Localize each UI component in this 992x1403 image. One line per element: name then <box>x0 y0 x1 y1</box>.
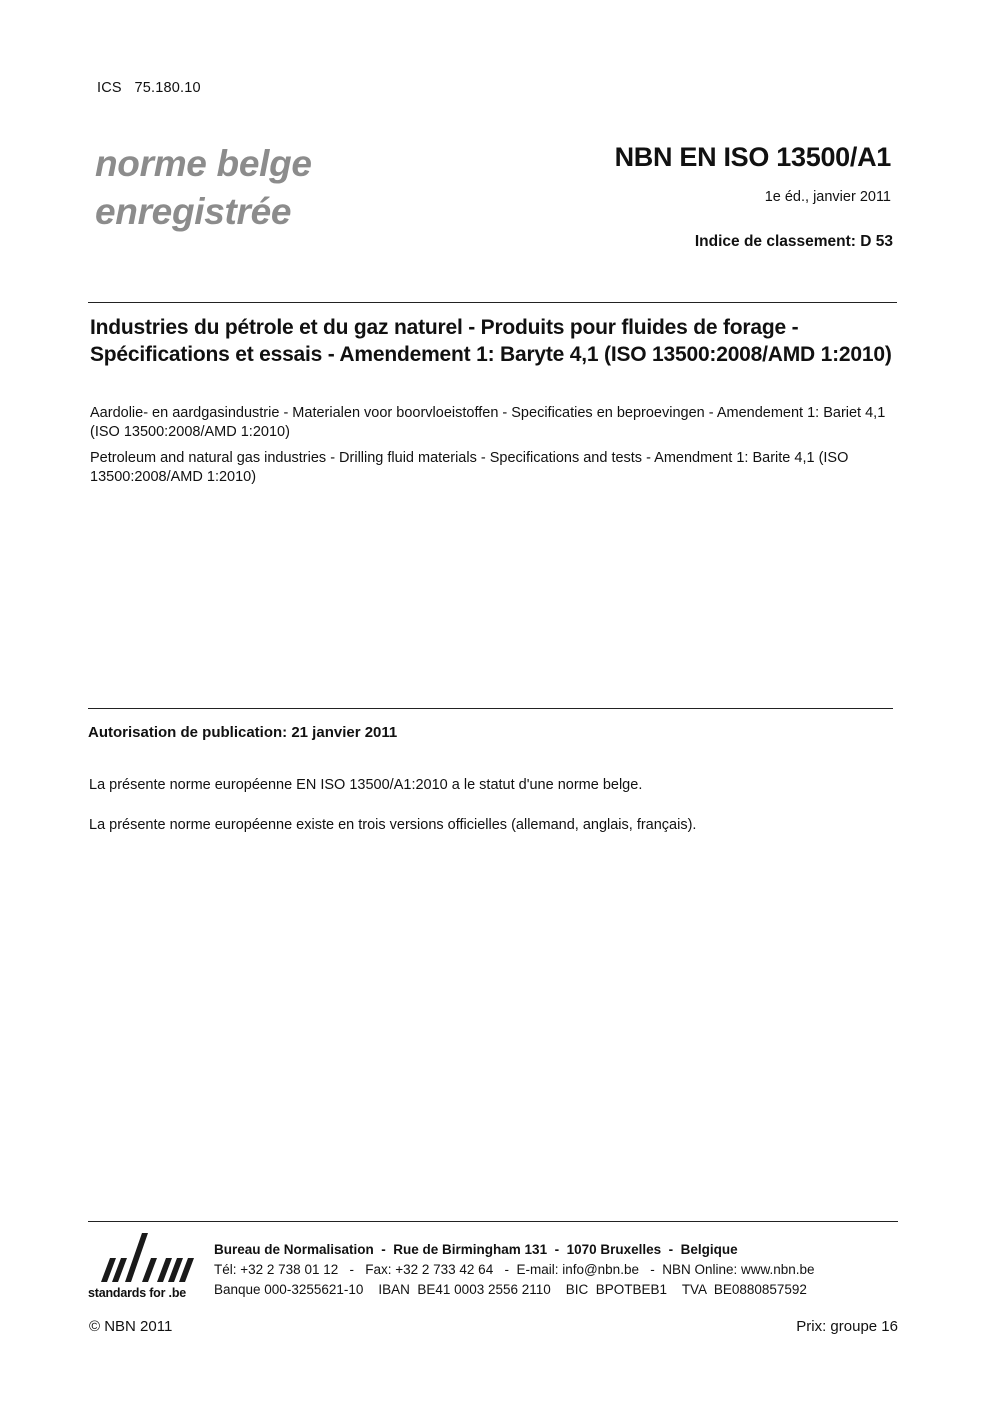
divider-footer <box>88 1221 898 1222</box>
price-group: Prix: groupe 16 <box>796 1318 898 1335</box>
ics-code: ICS 75.180.10 <box>97 80 201 96</box>
logo-tagline: standards for .be <box>88 1286 187 1300</box>
address-line-1: Bureau de Normalisation - Rue de Birmingham 131 - 1070 Bruxelles - Belgique <box>214 1242 738 1257</box>
divider-top <box>88 302 897 303</box>
title-french: Industries du pétrole et du gaz naturel - Produits pour fluides de forage - Spécifications et essais - Amendement 1: Baryte 4,1 (ISO 13500:2008/AMD 1:2010) <box>90 316 892 366</box>
brand-label <box>95 140 312 236</box>
standard-number: NBN EN ISO 13500/A1 <box>614 142 891 172</box>
versions-paragraph: La présente norme européenne existe en trois versions officielles (allemand, anglais, français). <box>89 817 697 833</box>
brand-line-1: norme belge <box>95 143 312 184</box>
title-english: Petroleum and natural gas industries - Drilling fluid materials - Specifications and tests - Amendment 1: Barite 4,1 (ISO 13500:2008/AMD 1:2010) <box>90 450 849 485</box>
address-line-2: Tél: +32 2 738 01 12 - Fax: +32 2 733 42 64 - E-mail: info@nbn.be - NBN Online: www.nbn.be <box>214 1262 815 1277</box>
classification-index: Indice de classement: D 53 <box>694 233 893 250</box>
address-line-3: Banque 000-3255621-10 IBAN BE41 0003 2556 2110 BIC BPOTBEB1 TVA BE0880857592 <box>214 1282 807 1297</box>
brand-line-2: enregistrée <box>95 191 292 232</box>
divider-middle <box>88 708 893 709</box>
nbn-logo <box>88 1230 203 1302</box>
publication-authorization: Autorisation de publication: 21 janvier 2011 <box>88 724 398 741</box>
nbn-logo-icon <box>88 1230 203 1286</box>
status-paragraph: La présente norme européenne EN ISO 13500/A1:2010 a le statut d'une norme belge. <box>89 777 643 793</box>
title-dutch: Aardolie- en aardgasindustrie - Materialen voor boorvloeistoffen - Specificaties en beproevingen - Amendement 1: Bariet 4,1 (ISO 13500:2008/AMD 1:2010) <box>90 405 886 440</box>
edition: 1e éd., janvier 2011 <box>764 189 891 205</box>
address-block <box>214 1240 815 1300</box>
copyright: © NBN 2011 <box>89 1318 173 1335</box>
